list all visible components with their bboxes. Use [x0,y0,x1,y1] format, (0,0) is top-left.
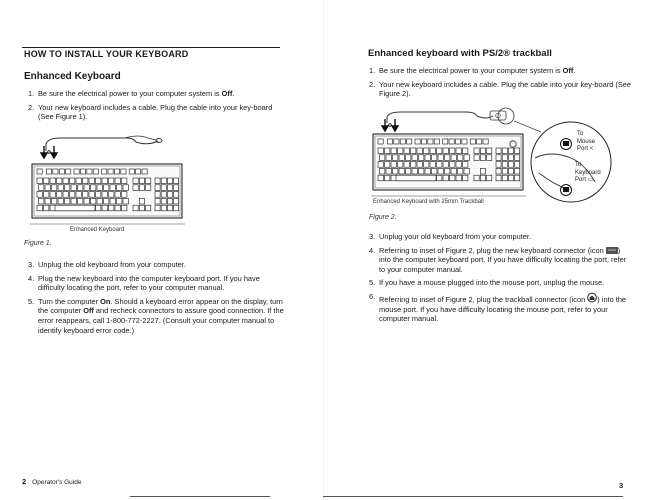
key [161,192,166,198]
key [474,155,479,161]
key [50,192,55,198]
key [443,175,448,181]
key [63,192,68,198]
key [109,178,114,184]
step-text-end: ) into the computer keyboard port. If you have difficulty locating the port, refer to your computer manual. [379,245,627,274]
key [502,162,507,168]
key [89,178,94,184]
step-number: 4. [369,245,376,255]
key [456,175,461,181]
key [87,169,92,174]
step-3 [28,260,286,270]
key [104,185,109,191]
step-text: Turn the computer [38,296,101,306]
key [391,175,396,181]
key [425,168,430,174]
steps-list-a [369,66,631,103]
key [161,178,166,184]
step-text-end: ) into the mouse port. If you have difficulty locating the mouse port, refer to your computer manual. [379,294,627,324]
figure-1-caption: Enhanced Keyboard [70,227,125,233]
key [462,139,467,144]
bottom-rule [130,496,270,497]
key [133,178,138,184]
key [458,168,463,174]
key [45,185,50,191]
key [53,169,58,174]
key [96,205,101,211]
key [480,168,485,174]
key [438,155,443,161]
key [424,148,429,154]
key [398,162,403,168]
key [123,185,128,191]
key [65,185,70,191]
key [104,198,109,204]
step-number: 2. [28,102,35,112]
key [133,205,138,211]
key [411,148,416,154]
key [91,198,96,204]
key [91,185,96,191]
key [57,192,62,198]
step-text-end: and recheck connectors to assure good connection. If the error reappears, call 1-800-772-2227. (Consult your computer manual to identify keyboard error code.) [38,306,284,335]
key [123,198,128,204]
key [96,192,101,198]
key [122,205,127,211]
key [122,192,127,198]
keyboard-port-label [575,162,601,185]
page-number: 3 [619,481,624,490]
key [121,169,126,174]
key [146,185,151,191]
key [450,175,455,181]
key [155,198,160,204]
figure-2-keyboard-illustration [371,106,526,204]
key [70,192,75,198]
key [155,192,160,198]
step-text: Your new keyboard includes a cable. Plug the cable into your key-board (See Figure 2). [379,79,631,99]
key [424,162,429,168]
key [404,148,409,154]
key [496,162,501,168]
key [378,162,383,168]
key [115,178,120,184]
label-line [575,177,601,185]
key [456,148,461,154]
key [502,168,507,174]
key [174,198,179,204]
key [76,192,81,198]
label-line: Mouse [577,138,596,145]
key [421,139,426,144]
key [70,178,75,184]
key [415,139,420,144]
key [477,139,482,144]
key [430,148,435,154]
key [378,139,383,144]
key [37,178,42,184]
key [71,185,76,191]
key [474,148,479,154]
key [58,185,63,191]
key [139,178,144,184]
mouse-arrow-icon: < [589,146,594,152]
step-2 [28,103,283,122]
key [400,139,405,144]
step-bold-off: Off [83,306,94,316]
right-page [323,0,647,500]
key [412,155,417,161]
key [78,185,83,191]
key [496,148,501,154]
key [417,162,422,168]
step-5 [28,297,286,335]
step-number: 3. [369,232,376,241]
key [109,192,114,198]
key [487,175,492,181]
key [155,205,160,211]
step-text: Unplug the old keyboard from your computer. [38,260,186,269]
bottom-rule [323,496,623,497]
steps-list-a [28,89,283,126]
key [174,178,179,184]
key [167,205,172,211]
key [470,139,475,144]
step-text: Be sure the electrical power to your computer system is [379,66,563,75]
key [438,168,443,174]
key [102,205,107,211]
key [117,185,122,191]
step-text-mid: . Should a keyboard error appear on the display, turn the computer [38,296,283,316]
key [380,168,385,174]
step-1 [369,66,631,76]
step-1 [28,89,283,99]
key [63,178,68,184]
key [385,162,390,168]
key [110,185,115,191]
key [71,198,76,204]
step-number: 2. [369,79,376,89]
key [391,148,396,154]
key [108,169,113,174]
key [399,155,404,161]
steps-list-b [28,260,286,339]
step-3 [369,232,631,242]
step-text: Referring to inset of Figure 2, plug the trackball connector (icon [379,294,588,304]
key [378,148,383,154]
label-line: To [575,162,582,168]
key [129,169,134,174]
key [456,162,461,168]
key [464,155,469,161]
key [463,162,468,168]
key [443,162,448,168]
key [449,139,454,144]
key [430,162,435,168]
footer-text: Operator's Guide [32,479,82,486]
key [167,192,172,198]
step-6 [369,292,631,324]
key [378,175,383,181]
key [391,162,396,168]
right-title: Enhanced keyboard with PS/2® trackball [368,48,552,59]
key [474,175,479,181]
key [386,168,391,174]
key [412,168,417,174]
key [76,178,81,184]
key [417,148,422,154]
key [174,192,179,198]
figure-1-label: Figure 1. [24,240,52,247]
key [407,139,412,144]
key [496,168,501,174]
key [480,155,485,161]
key [59,169,64,174]
step-number: 3. [28,260,35,269]
key [411,162,416,168]
key [142,169,147,174]
key [451,168,456,174]
step-bold: Off [221,89,233,98]
figure-1-keyboard-illustration [30,132,185,234]
key [450,162,455,168]
key [37,169,42,174]
key [496,155,501,161]
key [84,185,89,191]
key [117,198,122,204]
key [167,198,172,204]
label-text: Port [577,146,589,152]
key [97,198,102,204]
step-number: 1. [28,89,35,98]
key [463,148,468,154]
key [174,185,179,191]
key [464,168,469,174]
step-bold: Off [562,66,574,75]
key [502,175,507,181]
key [52,198,57,204]
key [115,192,120,198]
step-4 [28,274,286,293]
subtitle: Enhanced Keyboard [24,71,121,82]
figure-2-caption: Enhanced Keyboard with 25mm Trackball [373,199,484,205]
key [167,185,172,191]
key [80,169,85,174]
key [57,178,62,184]
key [155,185,160,191]
step-bold-on: On [100,296,111,306]
step-4 [369,246,631,275]
key [432,155,437,161]
key [445,155,450,161]
key [406,155,411,161]
key [78,198,83,204]
key [393,168,398,174]
key [480,148,485,154]
key [110,198,115,204]
key [83,178,88,184]
key [146,205,151,211]
key [50,205,55,211]
key [50,178,55,184]
key [419,155,424,161]
key [161,185,166,191]
step-text: Plug the new keyboard into the computer keyboard port. If you have difficulty locating the port, refer to your computer manual. [38,273,260,293]
key [136,169,141,174]
label-text: Port [575,177,587,183]
key [84,198,89,204]
key [74,169,79,174]
key [133,185,138,191]
key [115,205,120,211]
key [65,198,70,204]
key [161,198,166,204]
key [122,178,127,184]
key [428,139,433,144]
key [37,205,42,211]
key [155,178,160,184]
key [37,192,42,198]
key [385,148,390,154]
key [46,169,51,174]
key [102,178,107,184]
key [44,205,49,211]
key [44,192,49,198]
key [385,175,390,181]
key [102,192,107,198]
key [55,205,95,211]
key [161,205,166,211]
key [89,192,94,198]
step-number: 1. [369,66,376,75]
key [174,205,179,211]
key [396,175,436,181]
key [44,178,49,184]
step-number: 5. [28,296,35,306]
key [139,205,144,211]
key [437,175,442,181]
label-line: To [577,131,584,137]
step-5 [369,278,631,288]
key [432,168,437,174]
key [102,169,107,174]
trackball-inline-icon [587,292,597,303]
step-text-end: . [232,89,235,98]
key [66,169,71,174]
key [386,155,391,161]
key [58,198,63,204]
key [167,178,172,184]
key [96,178,101,184]
steps-list-b [369,232,631,328]
key [502,155,507,161]
key [387,139,392,144]
key [451,155,456,161]
key [437,148,442,154]
key [450,148,455,154]
section-title: HOW TO INSTALL YOUR KEYBOARD [24,49,189,59]
step-text: Your new keyboard includes a cable. Plug the cable into your key-board (See Figure 1). [38,102,273,122]
key [83,192,88,198]
key [399,168,404,174]
key [443,139,448,144]
key [445,168,450,174]
key [437,162,442,168]
key [487,155,492,161]
label-line: Keyboard [575,169,601,176]
key [394,139,399,144]
key [443,148,448,154]
step-number: 4. [28,273,35,283]
figure-2-label: Figure 2. [369,214,397,221]
key [52,185,57,191]
key [463,175,468,181]
key [109,205,114,211]
key [398,148,403,154]
left-footer [22,477,81,486]
step-text: Referring to inset of Figure 2, plug the new keyboard connector (icon [379,245,606,255]
key [114,169,119,174]
step-number: 5. [369,278,376,288]
keyboard-inline-icon [606,247,618,254]
label-line [577,146,595,154]
key [487,148,492,154]
key [139,198,144,204]
key [458,155,463,161]
key [483,139,488,144]
key [39,198,44,204]
key [425,155,430,161]
key [45,198,50,204]
key [393,155,398,161]
key [93,169,98,174]
header-rule [22,47,280,48]
step-text: If you have a mouse plugged into the mouse port, unplug the mouse. [379,278,605,288]
key [434,139,439,144]
key [139,185,144,191]
step-number: 6. [369,291,376,301]
step-text-end: . [573,66,576,75]
key [502,148,507,154]
page-number: 2 [22,477,27,486]
key [496,175,501,181]
left-page [0,0,323,500]
step-text: Unplug your old keyboard from your computer. [379,232,531,241]
key [146,178,151,184]
key [404,162,409,168]
key [406,168,411,174]
key [380,155,385,161]
keyboard-small-icon: ▭ [587,177,594,183]
step-text: Be sure the electrical power to your computer system is [38,89,222,98]
key [39,185,44,191]
key [455,139,460,144]
key [419,168,424,174]
key [97,185,102,191]
step-2 [369,80,631,99]
mouse-port-label [577,131,595,154]
key [480,175,485,181]
